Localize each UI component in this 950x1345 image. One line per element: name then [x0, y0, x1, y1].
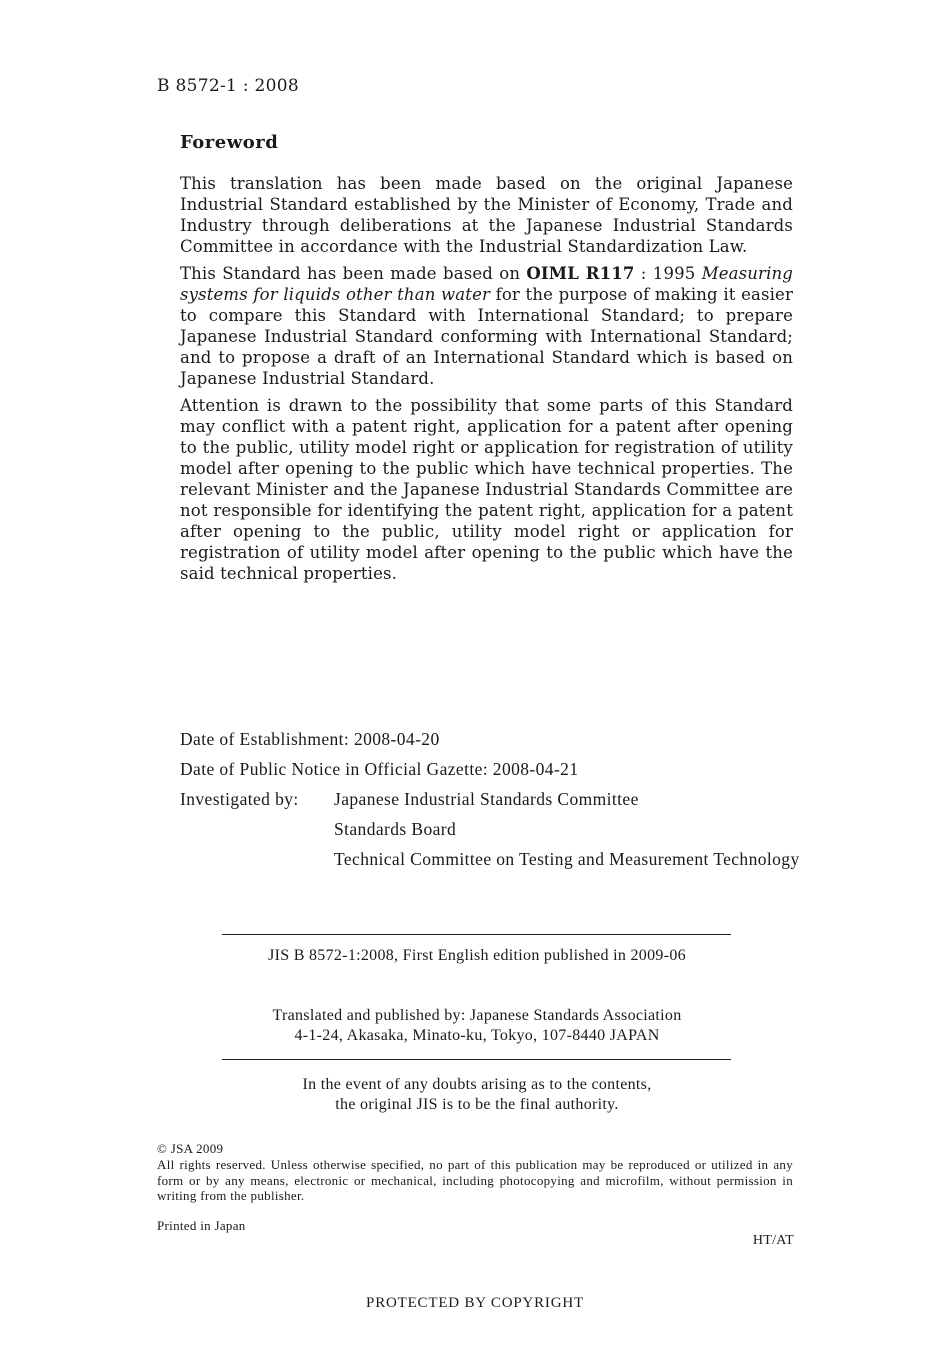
investigator-standards-board: Standards Board — [334, 819, 457, 839]
foreword-body — [180, 173, 793, 590]
authority-note-line-2: the original JIS is to be the final authority. — [335, 1096, 619, 1113]
investigated-by-label: Investigated by: — [180, 789, 299, 809]
date-of-establishment: Date of Establishment: 2008-04-20 — [180, 729, 440, 749]
authority-note-line-1: In the event of any doubts arising as to the contents, — [302, 1076, 652, 1093]
printed-in: Printed in Japan — [157, 1218, 246, 1233]
divider-top — [222, 934, 731, 935]
rights-statement: All rights reserved. Unless otherwise specified, no part of this publication may be reproduced or utilized in any form or by any means, electronic or mechanical, including photocopying and microfilm, without permission in writing from the publisher. — [157, 1157, 793, 1203]
foreword-title: Foreword — [180, 132, 279, 153]
investigator-jisc: Japanese Industrial Standards Committee — [334, 789, 639, 809]
oiml-year: : 1995 — [634, 264, 702, 283]
foreword-paragraph-2 — [180, 263, 793, 389]
oiml-title: Measuring systems for liquids other than water — [180, 264, 793, 304]
date-of-public-notice: Date of Public Notice in Official Gazette: 2008-04-21 — [180, 759, 579, 779]
protected-by-copyright-footer: PROTECTED BY COPYRIGHT — [366, 1295, 584, 1311]
oiml-reference: OIML R117 — [526, 264, 635, 283]
initials: HT/AT — [752, 1233, 794, 1248]
investigator-technical-committee: Technical Committee on Testing and Measurement Technology — [334, 849, 800, 869]
para2-intro: This Standard has been made based on — [180, 264, 527, 283]
foreword-paragraph-3: Attention is drawn to the possibility that some parts of this Standard may conflict with a patent right, application for a patent after opening to the public, utility model right or application for registration of utility model after opening to the public which have technical properties. The relevant Minister and the Japanese Industrial Standards Committee are not responsible for identifying the patent right, application for a patent after opening to the public, utility model right or application for registration of utility model after opening to the public which have the said technical properties. — [180, 396, 793, 583]
edition-statement: JIS B 8572-1:2008, First English edition published in 2009-06 — [268, 947, 686, 964]
foreword-paragraph-1: This translation has been made based on the original Japanese Industrial Standard established by the Minister of Economy, Trade and Industry through deliberations at the Japanese Industrial Standards Committee in accordance with the Industrial Standardization Law. — [180, 174, 793, 256]
publisher-address: 4-1-24, Akasaka, Minato-ku, Tokyo, 107-8440 JAPAN — [294, 1027, 660, 1044]
divider-bottom — [222, 1059, 731, 1060]
copyright-notice: © JSA 2009 — [157, 1141, 224, 1156]
document-code: B 8572-1 : 2008 — [157, 76, 300, 96]
publisher-line: Translated and published by: Japanese Standards Association — [272, 1007, 682, 1024]
para2-rest: for the purpose of making it easier to compare this Standard with International Standard; to prepare Japanese Industrial Standard conforming with International Standard; and to propose a draft of an International Standard which is based on Japanese Industrial Standard. — [180, 285, 793, 388]
